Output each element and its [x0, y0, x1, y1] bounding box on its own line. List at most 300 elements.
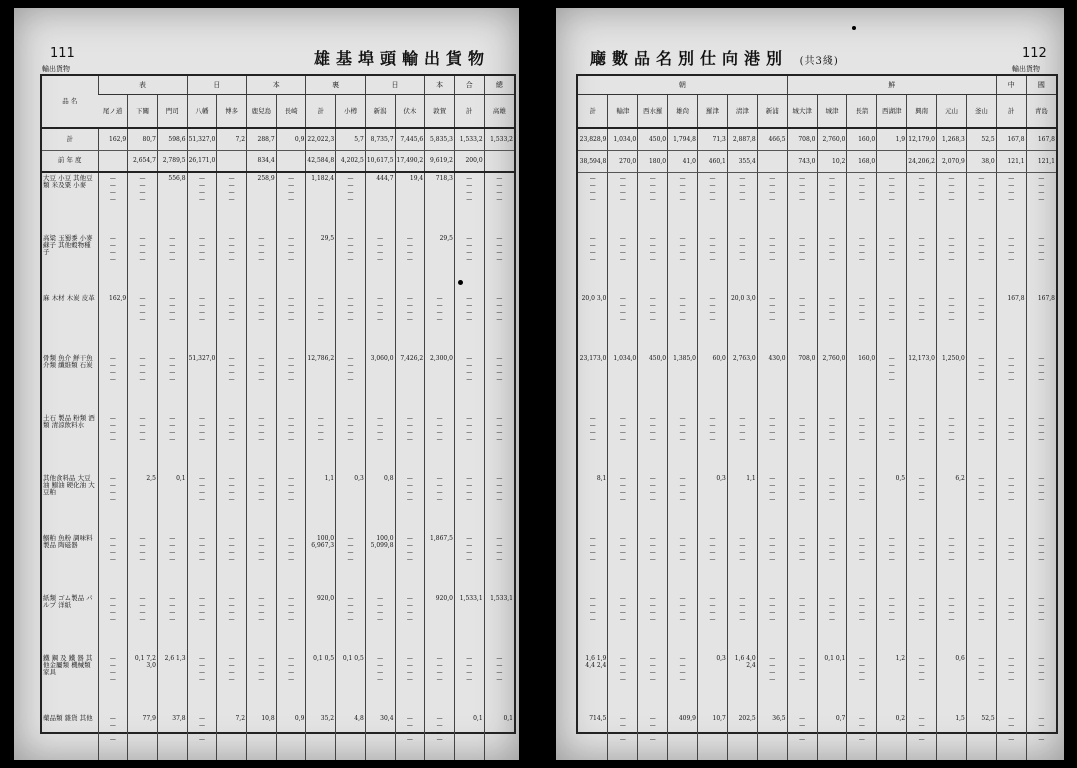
empty-dash: — — [1038, 541, 1045, 549]
cell-value: 1,1 — [324, 475, 335, 482]
empty-dash: — — [1038, 375, 1045, 383]
empty-dash: — — [619, 421, 626, 429]
column-header: 計 — [454, 94, 484, 128]
empty-dash: — — [1038, 368, 1045, 376]
empty-dash: — — [258, 535, 265, 542]
empty-dash: — — [1008, 181, 1015, 189]
empty-dash: — — [198, 655, 205, 662]
empty-dash: — — [109, 542, 116, 549]
table-cell — [608, 653, 638, 713]
empty-dash: — — [198, 182, 205, 189]
empty-dash: — — [347, 256, 354, 263]
empty-dash: — — [619, 495, 626, 503]
prev-cell — [484, 150, 514, 172]
empty-dash: — — [1038, 675, 1045, 683]
total-cell: 22,022,3 — [306, 128, 336, 150]
empty-dash: — — [888, 428, 895, 436]
empty-dash: — — [799, 488, 806, 496]
empty-dash: — — [258, 242, 265, 249]
cell-value: 12,173,0 — [908, 354, 935, 362]
table-cell — [128, 713, 158, 760]
empty-dash: — — [169, 422, 176, 429]
empty-dash: — — [1008, 435, 1015, 443]
empty-dash: — — [828, 615, 835, 623]
empty-dash: — — [288, 422, 295, 429]
empty-dash: — — [1038, 601, 1045, 609]
empty-dash: — — [918, 435, 925, 443]
empty-dash: — — [649, 555, 656, 563]
empty-dash: — — [139, 429, 146, 436]
table-cell — [996, 653, 1026, 713]
empty-dash: — — [649, 615, 656, 623]
empty-dash: — — [109, 189, 116, 196]
empty-dash: — — [978, 428, 985, 436]
empty-dash: — — [496, 496, 503, 503]
empty-dash: — — [377, 436, 384, 443]
empty-dash: — — [198, 496, 205, 503]
table-cell — [847, 533, 877, 593]
empty-dash: — — [888, 368, 895, 376]
table-cell — [217, 353, 247, 413]
empty-dash: — — [828, 541, 835, 549]
table-cell — [907, 413, 937, 473]
empty-dash: — — [347, 415, 354, 422]
empty-dash: — — [258, 376, 265, 383]
total-cell: 5,7 — [336, 128, 366, 150]
empty-dash: — — [739, 601, 746, 609]
table-cell — [907, 293, 937, 353]
table-cell — [484, 533, 514, 593]
empty-dash: — — [496, 489, 503, 496]
empty-dash: — — [466, 249, 473, 256]
empty-dash: — — [948, 234, 955, 242]
table-cell — [578, 233, 608, 293]
table-cell — [937, 713, 967, 761]
empty-dash: — — [198, 722, 205, 729]
empty-dash: — — [406, 722, 413, 729]
table-cell — [306, 293, 336, 353]
empty-dash: — — [228, 295, 235, 302]
empty-dash: — — [288, 242, 295, 249]
empty-dash: — — [347, 616, 354, 623]
empty-dash: — — [918, 714, 925, 722]
empty-dash: — — [1038, 548, 1045, 556]
empty-dash: — — [858, 435, 865, 443]
empty-dash: — — [828, 474, 835, 482]
empty-dash: — — [649, 234, 656, 242]
empty-dash: — — [828, 181, 835, 189]
empty-dash: — — [739, 421, 746, 429]
empty-dash: — — [858, 241, 865, 249]
empty-dash: — — [619, 661, 626, 669]
empty-dash: — — [1038, 474, 1045, 482]
empty-dash: — — [888, 601, 895, 609]
table-cell — [847, 172, 877, 233]
empty-dash: — — [799, 661, 806, 669]
column-header: 敦賀 — [425, 94, 455, 128]
table-cell — [1026, 653, 1056, 713]
total-cell: 162,9 — [98, 128, 128, 150]
right-page-title — [590, 46, 839, 69]
empty-dash: — — [679, 661, 686, 669]
empty-dash: — — [258, 355, 265, 362]
table-cell — [937, 172, 967, 233]
cell-value: 0,9 — [294, 715, 305, 722]
empty-dash: — — [649, 661, 656, 669]
group-header: 表 — [98, 76, 187, 94]
cell-value: 23,173,0 — [579, 354, 607, 362]
left-table — [40, 74, 516, 743]
empty-dash: — — [109, 436, 116, 443]
table-cell — [98, 233, 128, 293]
empty-dash: — — [1008, 481, 1015, 489]
empty-dash: — — [466, 415, 473, 422]
table-cell — [847, 593, 877, 653]
empty-dash: — — [377, 415, 384, 422]
empty-dash: — — [828, 195, 835, 203]
empty-dash: — — [1038, 234, 1045, 242]
empty-dash: — — [496, 242, 503, 249]
empty-dash: — — [109, 429, 116, 436]
empty-dash: — — [288, 676, 295, 683]
table-cell — [217, 593, 247, 653]
empty-dash: — — [169, 535, 176, 542]
empty-dash: — — [978, 661, 985, 669]
table-cell — [668, 713, 698, 761]
empty-dash: — — [918, 248, 925, 256]
group-header: 日 — [365, 76, 424, 94]
empty-dash: — — [1008, 541, 1015, 549]
empty-dash: — — [619, 481, 626, 489]
empty-dash: — — [828, 174, 835, 182]
table-cell — [157, 533, 187, 593]
empty-dash: — — [948, 294, 955, 302]
empty-dash: — — [496, 175, 503, 182]
empty-dash: — — [288, 369, 295, 376]
empty-dash: — — [858, 668, 865, 676]
empty-dash: — — [258, 256, 265, 263]
empty-dash: — — [679, 555, 686, 563]
table-cell — [157, 713, 187, 760]
empty-dash: — — [828, 428, 835, 436]
cell-value: 0,1 0,1 — [824, 654, 846, 662]
empty-dash: — — [258, 302, 265, 309]
cell-value: 100,0 6,967,3 — [311, 535, 335, 549]
empty-dash: — — [466, 189, 473, 196]
table-cell — [966, 413, 996, 473]
prev-cell — [276, 150, 306, 172]
total-cell: 288,7 — [247, 128, 277, 150]
empty-dash: — — [948, 174, 955, 182]
total-cell: 167,8 — [1026, 128, 1056, 150]
table-cell — [187, 533, 217, 593]
table-cell — [128, 653, 158, 713]
empty-dash: — — [139, 235, 146, 242]
empty-dash: — — [139, 376, 146, 383]
cell-value: 444,7 — [376, 175, 394, 182]
table-cell — [187, 653, 217, 713]
group-header: 日 — [187, 76, 246, 94]
empty-dash: — — [288, 295, 295, 302]
cell-value: 12,786,2 — [307, 355, 335, 362]
empty-dash: — — [679, 195, 686, 203]
empty-dash: — — [258, 295, 265, 302]
empty-dash: — — [679, 248, 686, 256]
empty-dash: — — [589, 555, 596, 563]
empty-dash: — — [139, 182, 146, 189]
table-cell — [425, 653, 455, 713]
empty-dash: — — [1008, 714, 1015, 722]
empty-dash: — — [888, 414, 895, 422]
empty-dash: — — [288, 655, 295, 662]
empty-dash: — — [436, 316, 443, 323]
empty-dash: — — [377, 295, 384, 302]
total-cell: 167,8 — [996, 128, 1026, 150]
empty-dash: — — [769, 495, 776, 503]
cell-value: 19,4 — [409, 175, 424, 182]
empty-dash: — — [589, 534, 596, 542]
empty-dash: — — [288, 249, 295, 256]
empty-dash: — — [918, 428, 925, 436]
total-row-label: 計 — [42, 128, 98, 150]
empty-dash: — — [709, 435, 716, 443]
empty-dash: — — [978, 248, 985, 256]
empty-dash: — — [436, 429, 443, 436]
table-row — [42, 533, 514, 593]
empty-dash: — — [888, 421, 895, 429]
cell-value: 7,2 — [235, 715, 246, 722]
empty-dash: — — [619, 241, 626, 249]
empty-dash: — — [828, 234, 835, 242]
column-header: 興南 — [907, 94, 937, 128]
empty-dash: — — [918, 414, 925, 422]
empty-dash: — — [679, 548, 686, 556]
empty-dash: — — [649, 495, 656, 503]
empty-dash: — — [406, 496, 413, 503]
table-cell — [128, 533, 158, 593]
empty-dash: — — [377, 235, 384, 242]
total-cell: 160,0 — [847, 128, 877, 150]
empty-dash: — — [109, 415, 116, 422]
table-cell — [157, 293, 187, 353]
table-cell — [187, 172, 217, 233]
empty-dash: — — [858, 675, 865, 683]
table-cell — [336, 233, 366, 293]
empty-dash: — — [288, 595, 295, 602]
table-cell — [847, 353, 877, 413]
empty-dash: — — [769, 428, 776, 436]
empty-dash: — — [858, 615, 865, 623]
table-row — [578, 413, 1056, 473]
empty-dash: — — [589, 174, 596, 182]
empty-dash: — — [347, 316, 354, 323]
empty-dash: — — [288, 415, 295, 422]
table-cell — [276, 172, 306, 233]
table-cell — [996, 293, 1026, 353]
empty-dash: — — [288, 475, 295, 482]
empty-dash: — — [679, 315, 686, 323]
cell-value: 0,6 — [955, 654, 965, 662]
empty-dash: — — [288, 482, 295, 489]
empty-dash: — — [347, 556, 354, 563]
empty-dash: — — [828, 555, 835, 563]
empty-dash: — — [288, 235, 295, 242]
empty-dash: — — [198, 189, 205, 196]
table-cell — [247, 713, 277, 760]
empty-dash: — — [858, 721, 865, 729]
total-cell: 1,533,2 — [484, 128, 514, 150]
empty-dash: — — [589, 195, 596, 203]
empty-dash: — — [769, 315, 776, 323]
empty-dash: — — [978, 181, 985, 189]
empty-dash: — — [496, 309, 503, 316]
empty-dash: — — [858, 301, 865, 309]
table-cell — [98, 713, 128, 760]
empty-dash: — — [1038, 608, 1045, 616]
empty-dash: — — [258, 602, 265, 609]
empty-dash: — — [978, 195, 985, 203]
empty-dash: — — [589, 421, 596, 429]
empty-dash: — — [709, 601, 716, 609]
column-header: 伏木 — [395, 94, 425, 128]
empty-dash: — — [978, 495, 985, 503]
table-cell — [698, 713, 728, 761]
empty-dash: — — [709, 555, 716, 563]
empty-dash: — — [496, 235, 503, 242]
table-cell — [276, 353, 306, 413]
empty-dash: — — [858, 428, 865, 436]
empty-dash: — — [649, 541, 656, 549]
empty-dash: — — [347, 235, 354, 242]
empty-dash: — — [466, 489, 473, 496]
empty-dash: — — [918, 668, 925, 676]
table-cell — [217, 413, 247, 473]
cell-value: 1,2 — [895, 654, 906, 662]
empty-dash: — — [109, 496, 116, 503]
empty-dash: — — [739, 181, 746, 189]
empty-dash: — — [406, 242, 413, 249]
empty-dash: — — [619, 174, 626, 182]
empty-dash: — — [1008, 428, 1015, 436]
table-cell — [638, 293, 668, 353]
table-cell — [966, 233, 996, 293]
empty-dash: — — [228, 242, 235, 249]
table-cell — [668, 293, 698, 353]
empty-dash: — — [679, 654, 686, 662]
empty-dash: — — [109, 175, 116, 182]
empty-dash: — — [679, 234, 686, 242]
empty-dash: — — [619, 721, 626, 729]
empty-dash: — — [496, 302, 503, 309]
table-cell — [668, 233, 698, 293]
cell-value: 36,5 — [772, 714, 786, 722]
item-label-cell: 其他食料品 大豆油 鰯油 硬化油 大豆粕 — [43, 474, 95, 496]
table-row — [578, 473, 1056, 533]
empty-dash: — — [169, 415, 176, 422]
table-cell — [907, 713, 937, 761]
column-header: 城大津 — [787, 94, 817, 128]
empty-dash: — — [828, 301, 835, 309]
cell-value: 0,2 — [895, 714, 906, 722]
empty-dash: — — [828, 315, 835, 323]
empty-dash: — — [436, 295, 443, 302]
table-cell — [306, 473, 336, 533]
empty-dash: — — [948, 541, 955, 549]
empty-dash: — — [109, 549, 116, 556]
table-cell — [966, 533, 996, 593]
empty-dash: — — [649, 668, 656, 676]
empty-dash: — — [466, 496, 473, 503]
empty-dash: — — [888, 248, 895, 256]
table-cell — [98, 473, 128, 533]
empty-dash: — — [198, 475, 205, 482]
empty-dash: — — [198, 196, 205, 203]
empty-dash: — — [1008, 248, 1015, 256]
empty-dash: — — [709, 534, 716, 542]
empty-dash: — — [139, 369, 146, 376]
table-cell — [698, 533, 728, 593]
empty-dash: — — [139, 415, 146, 422]
empty-dash: — — [858, 488, 865, 496]
empty-dash: — — [1038, 721, 1045, 729]
empty-dash: — — [496, 482, 503, 489]
empty-dash: — — [1038, 361, 1045, 369]
table-cell — [578, 293, 608, 353]
empty-dash: — — [619, 474, 626, 482]
total-cell: 80,7 — [128, 128, 158, 150]
empty-dash: — — [496, 249, 503, 256]
empty-dash: — — [496, 355, 503, 362]
empty-dash: — — [649, 481, 656, 489]
empty-dash: — — [918, 421, 925, 429]
empty-dash: — — [436, 496, 443, 503]
empty-dash: — — [258, 489, 265, 496]
empty-dash: — — [978, 555, 985, 563]
empty-dash: — — [347, 355, 354, 362]
table-cell — [698, 233, 728, 293]
empty-dash: — — [769, 301, 776, 309]
empty-dash: — — [858, 654, 865, 662]
empty-dash: — — [406, 609, 413, 616]
total-cell: 0,9 — [276, 128, 306, 150]
table-cell — [578, 353, 608, 413]
table-cell — [877, 713, 907, 761]
column-header: 元山 — [937, 94, 967, 128]
table-row — [42, 353, 514, 413]
empty-dash: — — [918, 548, 925, 556]
empty-dash: — — [496, 182, 503, 189]
table-cell — [306, 593, 336, 653]
empty-dash: — — [436, 669, 443, 676]
empty-dash: — — [109, 556, 116, 563]
table-cell — [454, 353, 484, 413]
table-cell — [966, 353, 996, 413]
empty-dash: — — [1038, 248, 1045, 256]
empty-dash: — — [619, 675, 626, 683]
empty-dash: — — [858, 421, 865, 429]
empty-dash: — — [228, 669, 235, 676]
total-cell: 71,3 — [698, 128, 728, 150]
empty-dash: — — [109, 722, 116, 729]
table-cell — [98, 653, 128, 713]
empty-dash: — — [466, 669, 473, 676]
empty-dash: — — [649, 414, 656, 422]
empty-dash: — — [619, 541, 626, 549]
table-cell — [395, 533, 425, 593]
empty-dash: — — [288, 429, 295, 436]
table-cell — [247, 172, 277, 233]
empty-dash: — — [109, 196, 116, 203]
